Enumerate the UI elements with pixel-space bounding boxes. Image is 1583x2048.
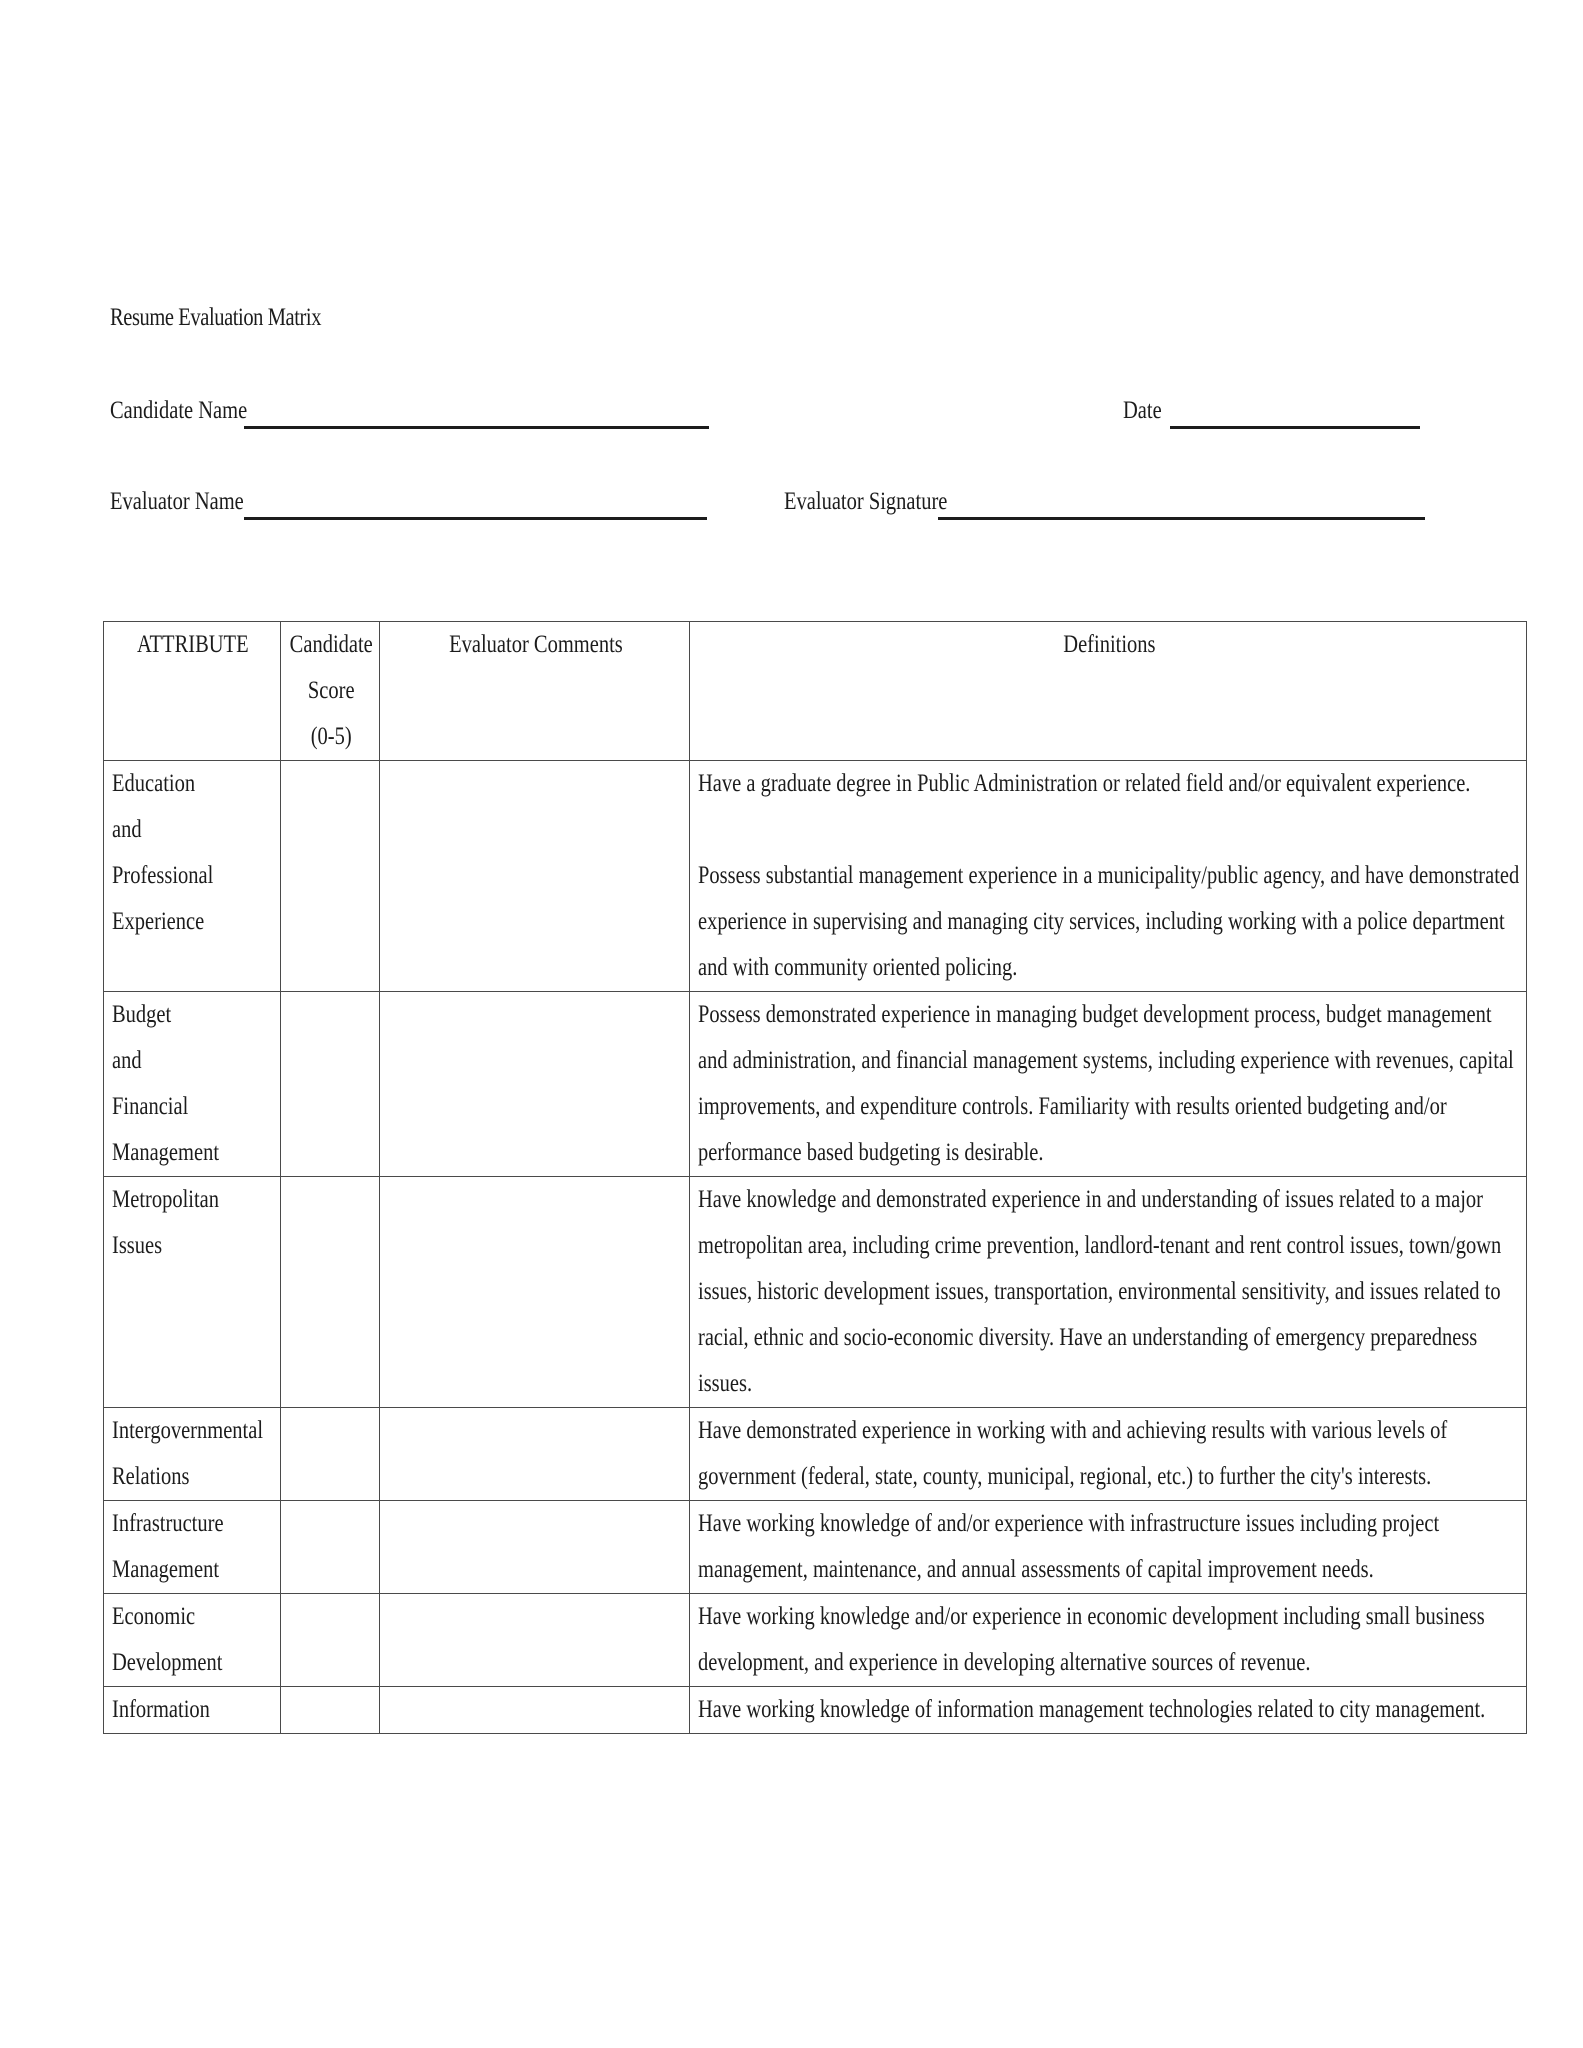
- date-label: Date: [1123, 397, 1162, 424]
- definition-cell: Have working knowledge of and/or experience with infrastructure issues including project management, maintenance, and annual assessments of capital improvement needs.: [690, 1501, 1527, 1594]
- table-header-row: [104, 622, 1527, 761]
- score-cell[interactable]: [281, 1687, 380, 1734]
- attribute-cell: Budget and Financial Management: [104, 992, 281, 1177]
- definition-cell: Have working knowledge of information management technologies related to city management.: [690, 1687, 1527, 1734]
- header-evaluator-comments: Evaluator Comments: [380, 622, 690, 761]
- comments-cell[interactable]: [380, 992, 690, 1177]
- comments-cell[interactable]: [380, 1177, 690, 1408]
- table-row: [104, 761, 1527, 992]
- attribute-cell: Information: [104, 1687, 281, 1734]
- score-cell[interactable]: [281, 1501, 380, 1594]
- candidate-name-label: Candidate Name: [110, 397, 248, 424]
- evaluator-signature-field[interactable]: [938, 517, 1425, 520]
- comments-cell[interactable]: [380, 761, 690, 992]
- definition-cell: Have working knowledge and/or experience in economic development including small business development, and experience in developing alternative sources of revenue.: [690, 1594, 1527, 1687]
- score-cell[interactable]: [281, 1408, 380, 1501]
- evaluator-signature-label: Evaluator Signature: [784, 488, 948, 515]
- score-cell[interactable]: [281, 761, 380, 992]
- score-cell[interactable]: [281, 1594, 380, 1687]
- score-cell[interactable]: [281, 992, 380, 1177]
- evaluator-name-field[interactable]: [244, 517, 707, 520]
- evaluator-name-label: Evaluator Name: [110, 488, 244, 515]
- document-title: Resume Evaluation Matrix: [110, 304, 322, 331]
- date-row: [1123, 397, 1170, 425]
- table-row: [104, 1687, 1527, 1734]
- header-attribute: ATTRIBUTE: [104, 622, 281, 761]
- score-cell[interactable]: [281, 1177, 380, 1408]
- table-row: [104, 1408, 1527, 1501]
- header-definitions: Definitions: [690, 622, 1527, 761]
- table-row: [104, 1594, 1527, 1687]
- attribute-cell: Education and Professional Experience: [104, 761, 281, 992]
- date-field[interactable]: [1170, 426, 1420, 429]
- definition-cell: Have knowledge and demonstrated experience in and understanding of issues related to a major metropolitan area, including crime prevention, landlord-tenant and rent control issues, town/gown issues, historic development issues, transportation, environmental sensitivity, and issues related to racial, ethnic and socio-economic diversity. Have an understanding of emergency preparedness issues.: [690, 1177, 1527, 1408]
- table-row: [104, 1177, 1527, 1408]
- definition-cell: Have a graduate degree in Public Administration or related field and/or equivalent experience. Possess substantial management experience in a municipality/public agency, and have demonstrated experience in supervising and managing city services, including working with a police department and with community oriented policing.: [690, 761, 1527, 992]
- attribute-cell: Intergovernmental Relations: [104, 1408, 281, 1501]
- table-row: [104, 1501, 1527, 1594]
- evaluator-name-row: [110, 488, 273, 516]
- attribute-cell: Infrastructure Management: [104, 1501, 281, 1594]
- evaluator-signature-row: [784, 488, 983, 516]
- table-row: [104, 992, 1527, 1177]
- attribute-cell: Metropolitan Issues: [104, 1177, 281, 1408]
- candidate-name-row: [110, 397, 277, 425]
- comments-cell[interactable]: [380, 1408, 690, 1501]
- comments-cell[interactable]: [380, 1687, 690, 1734]
- definition-cell: Have demonstrated experience in working with and achieving results with various levels of government (federal, state, county, municipal, regional, etc.) to further the city's interests.: [690, 1408, 1527, 1501]
- definition-cell: Possess demonstrated experience in managing budget development process, budget management and administration, and financial management systems, including experience with revenues, capital improvements, and expenditure controls. Familiarity with results oriented budgeting and/or performance based budgeting is desirable.: [690, 992, 1527, 1177]
- evaluation-matrix-table: [103, 621, 1527, 1734]
- candidate-name-field[interactable]: [244, 426, 709, 429]
- comments-cell[interactable]: [380, 1501, 690, 1594]
- attribute-cell: Economic Development: [104, 1594, 281, 1687]
- comments-cell[interactable]: [380, 1594, 690, 1687]
- header-candidate-score: Candidate Score (0-5): [281, 622, 380, 761]
